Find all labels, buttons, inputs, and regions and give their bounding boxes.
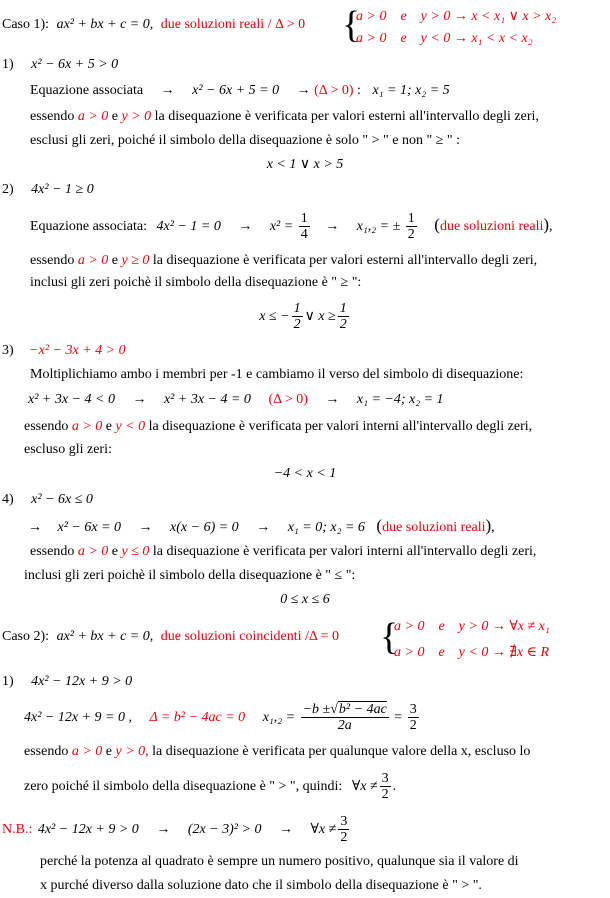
caso1-case-2: a > 0 e y < 0 → x₁ < x < x₂	[356, 31, 533, 46]
caso1-label: Caso 1):	[2, 17, 50, 32]
ex5-text1: essendo a > 0 e y > 0, la disequazione è verificata per qualunque valore della x, escluso lo	[24, 744, 531, 759]
ex2-text1: essendo a > 0 e y ≥ 0 la disequazione è verificata per valori esterni all'intervallo degli zeri,	[30, 253, 538, 268]
ex3-text1: essendo a > 0 e y < 0 la disequazione è verificata per valori interni all'intervallo degli zeri,	[24, 419, 533, 434]
ex2-note: due soluzioni reali	[439, 219, 544, 234]
caso2-label: Caso 2):	[2, 629, 50, 644]
ex1-solution: x < 1 ∨ x > 5	[266, 157, 344, 172]
ex2-heading: 2) 4x² − 1 ≥ 0	[2, 182, 94, 197]
caso2-case-2: a > 0 e y < 0 → ∄x ∈ R	[394, 645, 550, 660]
caso1-equation: ax² + bx + c = 0,	[56, 17, 154, 32]
ex1-heading: 1) x² − 6x + 5 > 0	[2, 57, 119, 72]
ex2-assoc: Equazione associata: 4x² − 1 = 0 → x² = $\frac{1}{4}$ → x₁,₂ = ± $\frac{1}{2}$ (due soluzioni reali),	[30, 211, 553, 243]
caso1-case-1: a > 0 e y > 0 → x < x₁ ∨ x > x₂	[356, 9, 557, 24]
caso2-condition: due soluzioni coincidenti /Δ = 0	[160, 629, 340, 644]
ex3-solution: −4 < x < 1	[273, 466, 337, 481]
caso2-header	[2, 629, 339, 645]
nb-label: N.B.:	[2, 822, 33, 837]
ex3-heading: 3) −x² − 3x + 4 > 0	[2, 343, 126, 358]
caso2-equation: ax² + bx + c = 0,	[56, 629, 154, 644]
caso2-case-1: a > 0 e y > 0 → ∀x ≠ x₁	[394, 619, 550, 634]
caso1-condition: due soluzioni reali / Δ > 0	[160, 17, 306, 32]
nb-text2: x purché diverso dalla soluzione dato che il simbolo della disequazione è " > ".	[40, 878, 482, 893]
ex4-text1: essendo a > 0 e y ≤ 0 la disequazione è verificata per valori interni all'intervallo degli zeri,	[30, 544, 537, 559]
nb-text1: perché la potenza al quadrato è sempre un numero positivo, qualunque sia il valore di	[40, 854, 519, 869]
nb-line: N.B.: 4x² − 12x + 9 > 0 → (2x − 3)² > 0 → ∀x ≠ $\frac{3}{2}$	[2, 814, 348, 846]
ex1-text2: esclusi gli zeri, poiché il simbolo della disequazione è solo " > " e non " ≥ " :	[30, 133, 460, 148]
caso2-brace: {	[380, 616, 399, 658]
ex1-assoc: Equazione associata → x² − 6x + 5 = 0 → (Δ > 0) : x₁ = 1; x₂ = 5	[30, 83, 450, 98]
ex5-heading: 1) 4x² − 12x + 9 > 0	[2, 674, 133, 689]
ex5-quadratic-frac: $\frac{\text{−b ±√b² − 4ac}}{2a}$	[302, 702, 387, 734]
ex4-solution: 0 ≤ x ≤ 6	[280, 592, 330, 607]
ex3-text2: escluso gli zeri:	[24, 442, 112, 457]
ex4-note: due soluzioni reali	[382, 520, 486, 535]
ex2-solution: x ≤ − $\frac{1}{2}$ ∨ x ≥ $\frac{1}{2}$	[259, 301, 347, 333]
ex5-text2: zero poiché il simbolo della disequazione è " > ", quindi: ∀x ≠ $\frac{3}{2}$ .	[24, 771, 397, 803]
ex5-formula: 4x² − 12x + 9 = 0 , Δ = b² − 4ac = 0 x₁,₂ = $\frac{\text{−b ±√b² − 4ac}}{2a}$ = $\frac{3}{2}$	[24, 702, 417, 734]
ex4-eqs: → x² − 6x = 0 → x(x − 6) = 0 → x₁ = 0; x₂ = 6 (due soluzioni reali),	[28, 516, 495, 535]
ex2-text2: inclusi gli zeri poichè il simbolo della disequazione è " ≥ ":	[30, 275, 362, 290]
ex4-text2: inclusi gli zeri poichè il simbolo della disequazione è " ≤ ":	[24, 568, 356, 583]
ex1-text1: essendo a > 0 e y > 0 la disequazione è verificata per valori esterni all'intervallo degli zeri,	[30, 109, 539, 124]
caso1-brace: {	[342, 4, 361, 46]
ex2-frac: $\frac{1}{4}$	[300, 211, 308, 243]
ex3-assoc: x² + 3x − 4 < 0 → x² + 3x − 4 = 0 (Δ > 0) → x₁ = −4; x₂ = 1	[28, 392, 444, 407]
ex3-text0: Moltiplichiamo ambo i membri per -1 e cambiamo il verso del simbolo di disequazione:	[30, 367, 524, 382]
ex4-heading: 4) x² − 6x ≤ 0	[2, 492, 93, 507]
caso1-header	[2, 17, 305, 33]
